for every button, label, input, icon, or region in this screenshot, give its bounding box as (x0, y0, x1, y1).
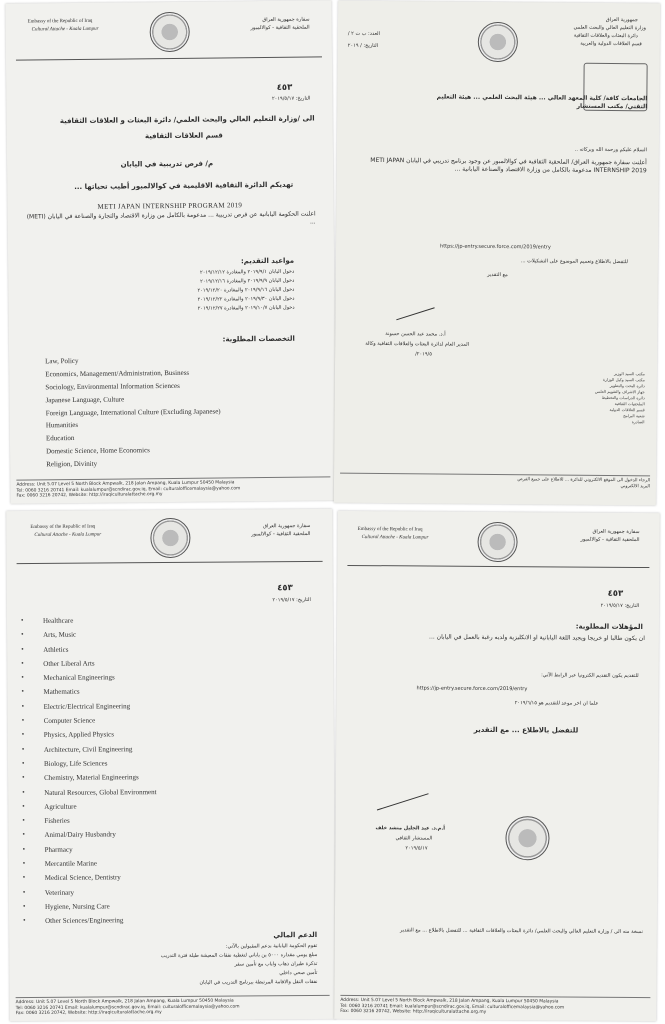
specialty-item: ● Natural Resources, Global Environment (44, 788, 156, 803)
requirements-text: ان يكون طالبا او خريجا ويجيد اللغة اليابانية او الانكليزية ولديه رغبة بالعمل في اليابان ... (429, 633, 645, 643)
signatory-title: المستشار الثقافي (395, 835, 433, 842)
subject-line: م/ فرص تدريبية في اليابان (120, 159, 214, 169)
signatory-date: ٢٠١٩/٥/ (415, 351, 432, 358)
specialty-item: ● Mathematics (43, 688, 155, 703)
attache-name-en: Cultural Attache - Kuala Lumpur (31, 26, 99, 33)
specialty-item: Religion, Divinity (46, 459, 98, 469)
signatory-title: المدير العام لدائرة البعثات والعلاقات الثقافية وكالة (365, 340, 470, 348)
specialty-item: ● Biology, Life Sciences (44, 759, 156, 774)
document-page-2 (334, 1, 660, 506)
body-text: اعلنت الحكومة اليابانية عن فرص تدريبية ... مدعومة بالكامل من وزارة الاقتصاد والتجارة والصناعة في اليابان (METI) ... (26, 210, 316, 226)
specialty-item: ● Mercantile Marine (45, 859, 157, 874)
support-item: مبلغ يومي مقداره ٥٠٠٠ ين ياباني لتغطية نفقات المعيشة طيلة فترة التدريب (160, 951, 318, 960)
header-divider (347, 565, 649, 568)
specialty-item: ● Agriculture (44, 802, 156, 817)
ref-number: ٤٥٣ (276, 82, 293, 93)
specialty-item: ● Healthcare (43, 616, 155, 631)
copy-note: نسخة منه الى / وزارة التعليم العالي والبحث العلمي/ دائرة البعثات والعلاقات الثقافية ... للتفضل بالاطلاع ... مع التقدير (400, 927, 643, 936)
dates-title: مواعيد التقديم: (240, 256, 295, 266)
greeting: تهديكم الدائرة الثقافية الاقليمية في كوالالمبور أطيب تحياتها ... (74, 180, 294, 192)
embassy-name-en: Embassy of the Republic of Iraq (30, 524, 96, 530)
letter-date: التاريخ: ٢٠١٩/٥/١٧ (271, 95, 311, 102)
signatory-name: أ.م.د. عبد الجليل منشد خلف (375, 825, 445, 832)
copy-item: قسم العلاقات الدولية (609, 406, 645, 413)
date-item: دخول اليابان ٢٠١٩/٩/١٦ والمغادرة ٢٠١٩/١٢/٢٠ (197, 286, 295, 294)
specialties-list (43, 616, 158, 931)
regards: مع التقدير (487, 271, 508, 279)
letter-footer (340, 995, 650, 1017)
specialty-item: Humanities (45, 421, 79, 430)
footer-email: البريد الالكتروني (620, 483, 650, 489)
embassy-name-en: Embassy of the Republic of Iraq (357, 527, 423, 533)
copy-item: مكتب السيد وكيل الوزارة (602, 376, 645, 383)
footer-contacts: Tel: 0060 3216 20741 Email: kualalumpur@scndirac.gov.iq, Email: culturalofficemalaysia@yahoo.com (15, 1004, 240, 1011)
recipient-line: الى /وزارة التعليم العالي والبحث العلمي/ دائرة البعثات و العلاقات الثقافية (59, 114, 315, 126)
specialty-item: ● Chemistry, Material Engineerings (44, 773, 156, 788)
specialty-item: ● Computer Science (44, 716, 156, 731)
specialties-title: التخصصات المطلوبة: (222, 334, 295, 344)
specialty-item: Law, Policy (45, 356, 79, 366)
specialty-item: Domestic Science, Home Economics (46, 446, 150, 456)
date-item: دخول اليابان ٢٠١٩/٩/١ والمغادرة ٢٠١٩/١٢/١٢ (199, 268, 295, 276)
attache-name-ar: الملحقية الثقافية - كوالالمبور (250, 24, 310, 32)
date-item: دخول اليابان ٢٠١٩/١٠/٧ والمغادرة ٢٠١٩/١٢/٢٧ (197, 304, 295, 312)
footer-address: Address: Unit 5.07 Level 5 North Block Ampwalk, 218 Jalan Ampang, Kuala Lumpur 50450 Malaysia (15, 998, 234, 1006)
body-text: أعلنت سفارة جمهورية العراق/ الملحقية الثقافية في كوالالمبور عن وجود برنامج تدريبي في اليابان METI JAPAN INTERNSHIP 2019 مدعومة بالكامل من وزارة الاقتصاد والصناعة اليابانية ... (370, 156, 647, 175)
attache-name-ar: الملحقية الثقافية - كوالالمبور (580, 536, 640, 543)
footer-contacts: Tel: 0060 3216 20741 Email: kualalumpur@scndirac.gov.iq, Email: culturalofficemalaysia@yahoo.com (340, 1003, 565, 1010)
ref-number: ٤٥٣ (277, 583, 293, 594)
specialty-item: ● Other Sciences/Engineering (45, 916, 157, 931)
embassy-name-en: Embassy of the Republic of Iraq (27, 18, 93, 25)
specialty-item: ● Arts, Music (43, 630, 155, 645)
specialty-item: ● Fisheries (44, 816, 156, 831)
ref-number: ٤٥٣ (607, 588, 624, 599)
document-page-1 (5, 0, 336, 503)
header-divider (16, 56, 322, 60)
application-url[interactable]: https://jp-entry.secure.force.com/2019/entry (440, 243, 551, 251)
footer-website: Fax: 0060 3216 20742, Website: http://iraqiculturalattache.org.my (15, 1010, 162, 1017)
recipients: الجامعات كافة/ كلية المعهد العالي ... هيئة البحث العلمي ... هيئة التعليم التقني/ مكتب المستشار (436, 93, 648, 111)
header-divider (17, 561, 323, 564)
signature (377, 793, 429, 810)
footer-note: الرجاء الدخول الى الموقع الالكتروني للدائرة ... للاطلاع على جميع الفرص (517, 477, 651, 484)
specialty-item: ● Architecture, Civil Engineering (44, 745, 156, 760)
specialty-item: ● Mechanical Engineerings (43, 673, 155, 688)
footer-contacts: Tel: 0060 3216 20741 Email: kualalumpur@scndirac.gov.iq, Email: culturalofficemalaysia@yahoo.com (16, 485, 241, 494)
letter-date: التاريخ: ٢٠١٩/٥/١٧ (600, 602, 640, 609)
requirements-title: المؤهلات المطلوبة: (575, 622, 644, 632)
support-item: تذكرة طيران ذهاب واياب مع تأمين سفر (234, 960, 318, 968)
attache-name-en: Cultural Attache - Kuala Lumpur (34, 532, 102, 538)
specialty-item: Foreign Language, International Culture (Excluding Japanese) (45, 407, 221, 417)
copy-item: الملحقيات الثقافية (614, 401, 645, 407)
country-name-ar: جمهورية العراق (605, 16, 639, 24)
footer-website: Fax: 0060 3216 20742, Website: http://iraqiculturalattache.org.my (340, 1008, 487, 1015)
specialty-item: ● Medical Science, Dentistry (45, 873, 157, 888)
footer-website: Fax: 0060 3216 20742, Website: http://iraqiculturalattache.org.my (16, 492, 163, 499)
specialty-item: ● Other Liberal Arts (43, 659, 155, 674)
specialty-item: Japanese Language, Culture (45, 395, 125, 404)
signatory-date: ٢٠١٩/٥/١٧ (405, 845, 428, 852)
date-item: دخول اليابان ٢٠١٩/٩/٩ والمغادرة ٢٠١٩/١٢/١٦ (200, 277, 295, 285)
specialty-item: ● Athletics (43, 645, 155, 660)
support-item: تأمين صحي داخلي (279, 969, 318, 977)
support-item: نفقات النقل والاقامة المرتبطة ببرنامج التدريب في اليابان (199, 978, 318, 986)
copy-item: جهاز الاشراف والتقويم العلمي (594, 388, 645, 395)
iraq-emblem-icon (477, 522, 517, 562)
program-name: METI JAPAN INTERNSHIP PROGRAM 2019 (97, 201, 243, 211)
footer-address: Address: Unit 5.07 Level 5 North Block Ampwalk, 218 Jalan Ampang, Kuala Lumpur 50450 Malaysia (16, 480, 235, 488)
closing: للتفضل بالاطلاع ... مع التقدير (473, 725, 579, 735)
closing: للتفضل بالاطلاع وتعميم الموضوع على التشكيلات ... (520, 258, 628, 266)
specialty-item: Education (45, 434, 75, 443)
ministry-name-ar: وزارة التعليم العالي والبحث العلمي (573, 24, 646, 32)
apply-text: للتقديم يكون التقديم الكترونيا عبر الرابط الآتي: (541, 672, 639, 679)
ministry-logo-icon (478, 22, 518, 62)
specialty-item: ● Hygiene, Nursing Care (45, 902, 157, 917)
application-url[interactable]: https://jp-entry.secure.force.com/2019/entry (416, 685, 528, 693)
iraq-emblem-icon (150, 518, 190, 558)
letter-number: العدد: ب ت ٢ / (347, 30, 380, 37)
document-page-3 (6, 509, 336, 1021)
financial-support-list (161, 943, 318, 989)
embassy-name-ar: سفارة جمهورية العراق (262, 16, 310, 24)
specialty-item: Economics, Management/Administration, Business (45, 368, 190, 379)
specialty-item: ● Veterinary (45, 888, 157, 903)
copy-item: دائرة البحث والتطوير (609, 382, 645, 389)
attache-name-ar: الملحقية الثقافية - كوالالمبور (251, 531, 311, 538)
letter-date: التاريخ: ٢٠١٩/٥/١٧ (272, 597, 311, 604)
directorate-name-ar: دائرة البعثات والعلاقات الثقافية (573, 32, 638, 40)
department-name-ar: قسم العلاقات الدولية والعربية (580, 40, 642, 48)
signature (396, 307, 434, 320)
letter-date: التاريخ: / ٢٠١٩ (347, 42, 379, 49)
official-stamp (505, 816, 549, 860)
support-item: تقوم الحكومة اليابانية بدعم المقبولين بالآتي: (225, 942, 318, 950)
copy-item: شعبة البرامج (623, 413, 645, 419)
recipient-section: قسم العلاقات الثقافية (144, 131, 223, 141)
specialty-item: ● Animal/Dairy Husbandry (44, 831, 156, 846)
copy-item: دائرة الدراسات والتخطيط (601, 394, 645, 401)
page2-footer (340, 473, 650, 490)
signatory-name: أ.د. محمد عبد الحسن حسونة (385, 331, 446, 338)
copy-item: مكتب السيد الوزير (614, 371, 645, 377)
deadline: علما ان اخر موعد للتقديم هو ٢٠١٩/٦/١٥ (514, 700, 599, 707)
copy-item: الصادرة (631, 419, 645, 425)
footer-address: Address: Unit 5.07 Level 5 North Block Ampwalk, 218 Jalan Ampang, Kuala Lumpur 50450 Malaysia (340, 997, 559, 1005)
letter-footer (16, 995, 330, 1017)
iraq-emblem-icon (149, 12, 189, 52)
specialty-item: ● Physics, Applied Physics (44, 730, 156, 745)
specialty-item: ● Pharmacy (45, 845, 157, 860)
attache-name-en: Cultural Attache - Kuala Lumpur (361, 535, 429, 541)
salutation: السلام عليكم ورحمة الله وبركاته .. (574, 146, 647, 154)
financial-support-title: الدعم المالي (273, 930, 318, 940)
embassy-name-ar: سفارة جمهورية العراق (263, 523, 311, 530)
date-item: دخول اليابان ٢٠١٩/٩/٣٠ والمغادرة ٢٠١٩/١٢/٢٢ (197, 295, 295, 303)
document-page-4 (334, 511, 660, 1021)
embassy-name-ar: سفارة جمهورية العراق (592, 528, 640, 535)
specialty-item: ● Electric/Electrical Engineering (44, 702, 156, 717)
letter-footer (16, 476, 330, 499)
dates-list (197, 269, 294, 315)
copies-list (495, 370, 645, 425)
specialties-list (45, 355, 221, 473)
specialty-item: Sociology, Environmental Information Sciences (45, 381, 180, 392)
